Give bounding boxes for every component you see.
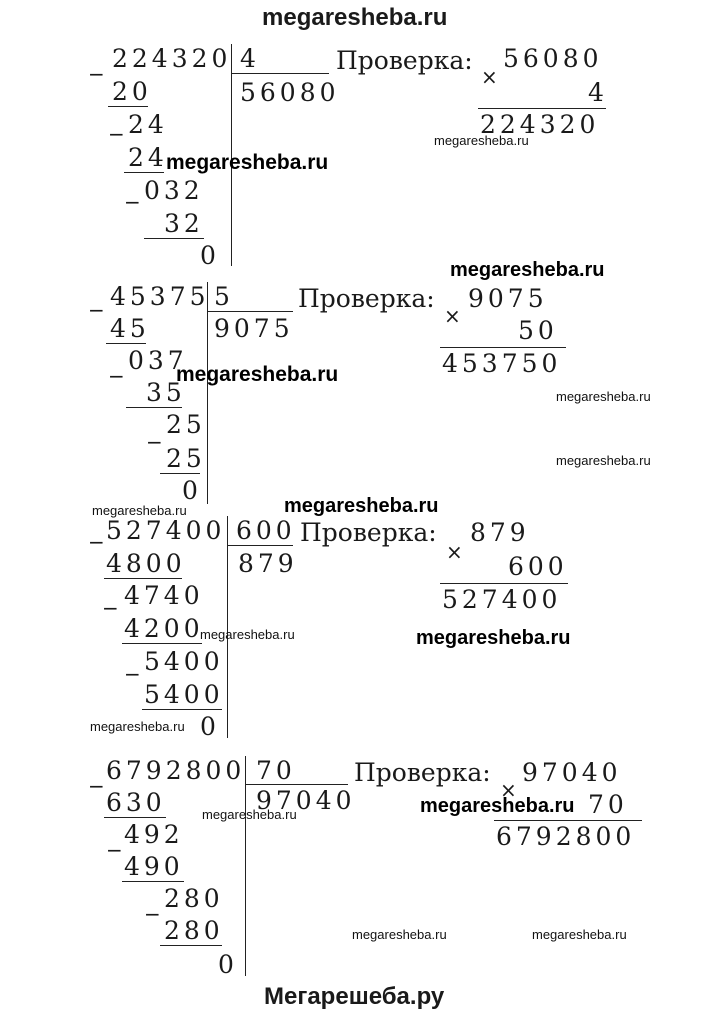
step-line — [126, 407, 182, 408]
minus-sign: − — [146, 430, 163, 454]
watermark: megaresheba.ru — [284, 495, 439, 517]
step-line — [104, 578, 182, 579]
minus-sign: − — [88, 298, 105, 322]
step-line — [108, 106, 148, 107]
watermark: megaresheba.ru — [92, 503, 187, 518]
check-factor-b: 600 — [508, 552, 568, 581]
step-line — [106, 343, 146, 344]
check-factor-a: 56080 — [503, 44, 603, 73]
division-bar — [245, 756, 246, 976]
step-line — [160, 473, 200, 474]
dividend: 527400 — [106, 516, 226, 545]
final-remainder: 0 — [200, 712, 220, 741]
step-line — [104, 817, 166, 818]
quotient: 56080 — [240, 78, 340, 107]
check-factor-b: 50 — [518, 316, 558, 345]
watermark: megaresheba.ru — [556, 453, 651, 468]
site-footer: Мегарешеба.ру — [264, 983, 445, 1010]
minus-sign: − — [88, 774, 105, 798]
step-remainder: 037 — [128, 346, 188, 375]
check-label: Проверка: — [354, 758, 491, 787]
step-remainder: 4740 — [124, 581, 204, 610]
watermark: megaresheba.ru — [420, 795, 575, 817]
divisor: 5 — [214, 282, 234, 311]
minus-sign: − — [106, 838, 123, 862]
watermark: megaresheba.ru — [352, 927, 447, 942]
step-remainder: 24 — [128, 110, 168, 139]
step-line — [144, 238, 204, 239]
final-remainder: 0 — [218, 950, 238, 979]
check-factor-a: 97040 — [522, 758, 622, 787]
divisor-underline — [245, 784, 348, 785]
watermark: megaresheba.ru — [532, 927, 627, 942]
watermark: megaresheba.ru — [416, 627, 571, 649]
watermark: megaresheba.ru — [450, 259, 605, 281]
step-subtrahend: 280 — [164, 916, 224, 945]
divisor-underline — [207, 311, 293, 312]
check-factor-b: 4 — [588, 78, 608, 107]
watermark: megaresheba.ru — [434, 133, 529, 148]
step-line — [122, 881, 184, 882]
check-result: 527400 — [442, 585, 562, 614]
dividend: 6792800 — [106, 756, 246, 785]
step-subtrahend: 490 — [124, 852, 184, 881]
watermark: megaresheba.ru — [200, 627, 295, 642]
minus-sign: − — [124, 190, 141, 214]
step-subtrahend: 20 — [112, 77, 152, 106]
check-factor-a: 879 — [470, 518, 530, 547]
divisor: 4 — [240, 44, 260, 73]
times-sign: × — [481, 65, 498, 89]
step-remainder: 5400 — [144, 647, 224, 676]
final-remainder: 0 — [182, 476, 202, 505]
step-subtrahend: 24 — [128, 143, 168, 172]
minus-sign: − — [124, 662, 141, 686]
step-subtrahend: 35 — [146, 378, 186, 407]
check-factor-b: 70 — [588, 790, 628, 819]
check-line — [440, 347, 566, 348]
divisor-underline — [231, 73, 329, 74]
times-sign: × — [444, 304, 461, 328]
divisor: 70 — [256, 756, 296, 785]
minus-sign: − — [88, 530, 105, 554]
minus-sign: − — [144, 902, 161, 926]
division-bar — [207, 282, 208, 504]
step-remainder: 032 — [144, 176, 204, 205]
step-subtrahend: 5400 — [144, 680, 224, 709]
minus-sign: − — [108, 122, 125, 146]
step-subtrahend: 630 — [106, 788, 166, 817]
step-remainder: 492 — [124, 820, 184, 849]
step-line — [124, 172, 164, 173]
watermark: megaresheba.ru — [90, 719, 185, 734]
check-label: Проверка: — [298, 284, 435, 313]
step-line — [160, 945, 222, 946]
step-subtrahend: 4800 — [106, 549, 186, 578]
watermark: megaresheba.ru — [166, 151, 329, 174]
times-sign: × — [500, 778, 517, 802]
check-line — [494, 820, 642, 821]
dividend: 224320 — [112, 44, 232, 73]
check-label: Проверка: — [300, 518, 437, 547]
dividend: 45375 — [110, 282, 210, 311]
final-remainder: 0 — [200, 241, 220, 270]
step-line — [142, 709, 222, 710]
minus-sign: − — [102, 596, 119, 620]
divisor-underline — [227, 545, 293, 546]
step-subtrahend: 25 — [166, 444, 206, 473]
step-line — [122, 643, 202, 644]
minus-sign: − — [108, 364, 125, 388]
times-sign: × — [446, 540, 463, 564]
step-subtrahend: 4200 — [124, 614, 204, 643]
divisor: 600 — [236, 516, 296, 545]
check-label: Проверка: — [336, 46, 473, 75]
check-result: 224320 — [480, 110, 600, 139]
check-result: 6792800 — [496, 822, 636, 851]
site-header: megaresheba.ru — [262, 4, 448, 31]
quotient: 97040 — [256, 786, 356, 815]
quotient: 879 — [238, 549, 298, 578]
watermark: megaresheba.ru — [556, 389, 651, 404]
watermark: megaresheba.ru — [176, 363, 339, 386]
step-subtrahend: 45 — [110, 314, 150, 343]
check-line — [440, 583, 568, 584]
quotient: 9075 — [214, 314, 294, 343]
check-result: 453750 — [442, 349, 562, 378]
watermark: megaresheba.ru — [202, 807, 297, 822]
step-subtrahend: 32 — [164, 209, 204, 238]
step-remainder: 280 — [164, 884, 224, 913]
check-factor-a: 9075 — [468, 284, 548, 313]
check-line — [478, 108, 606, 109]
step-remainder: 25 — [166, 410, 206, 439]
minus-sign: − — [88, 62, 105, 86]
